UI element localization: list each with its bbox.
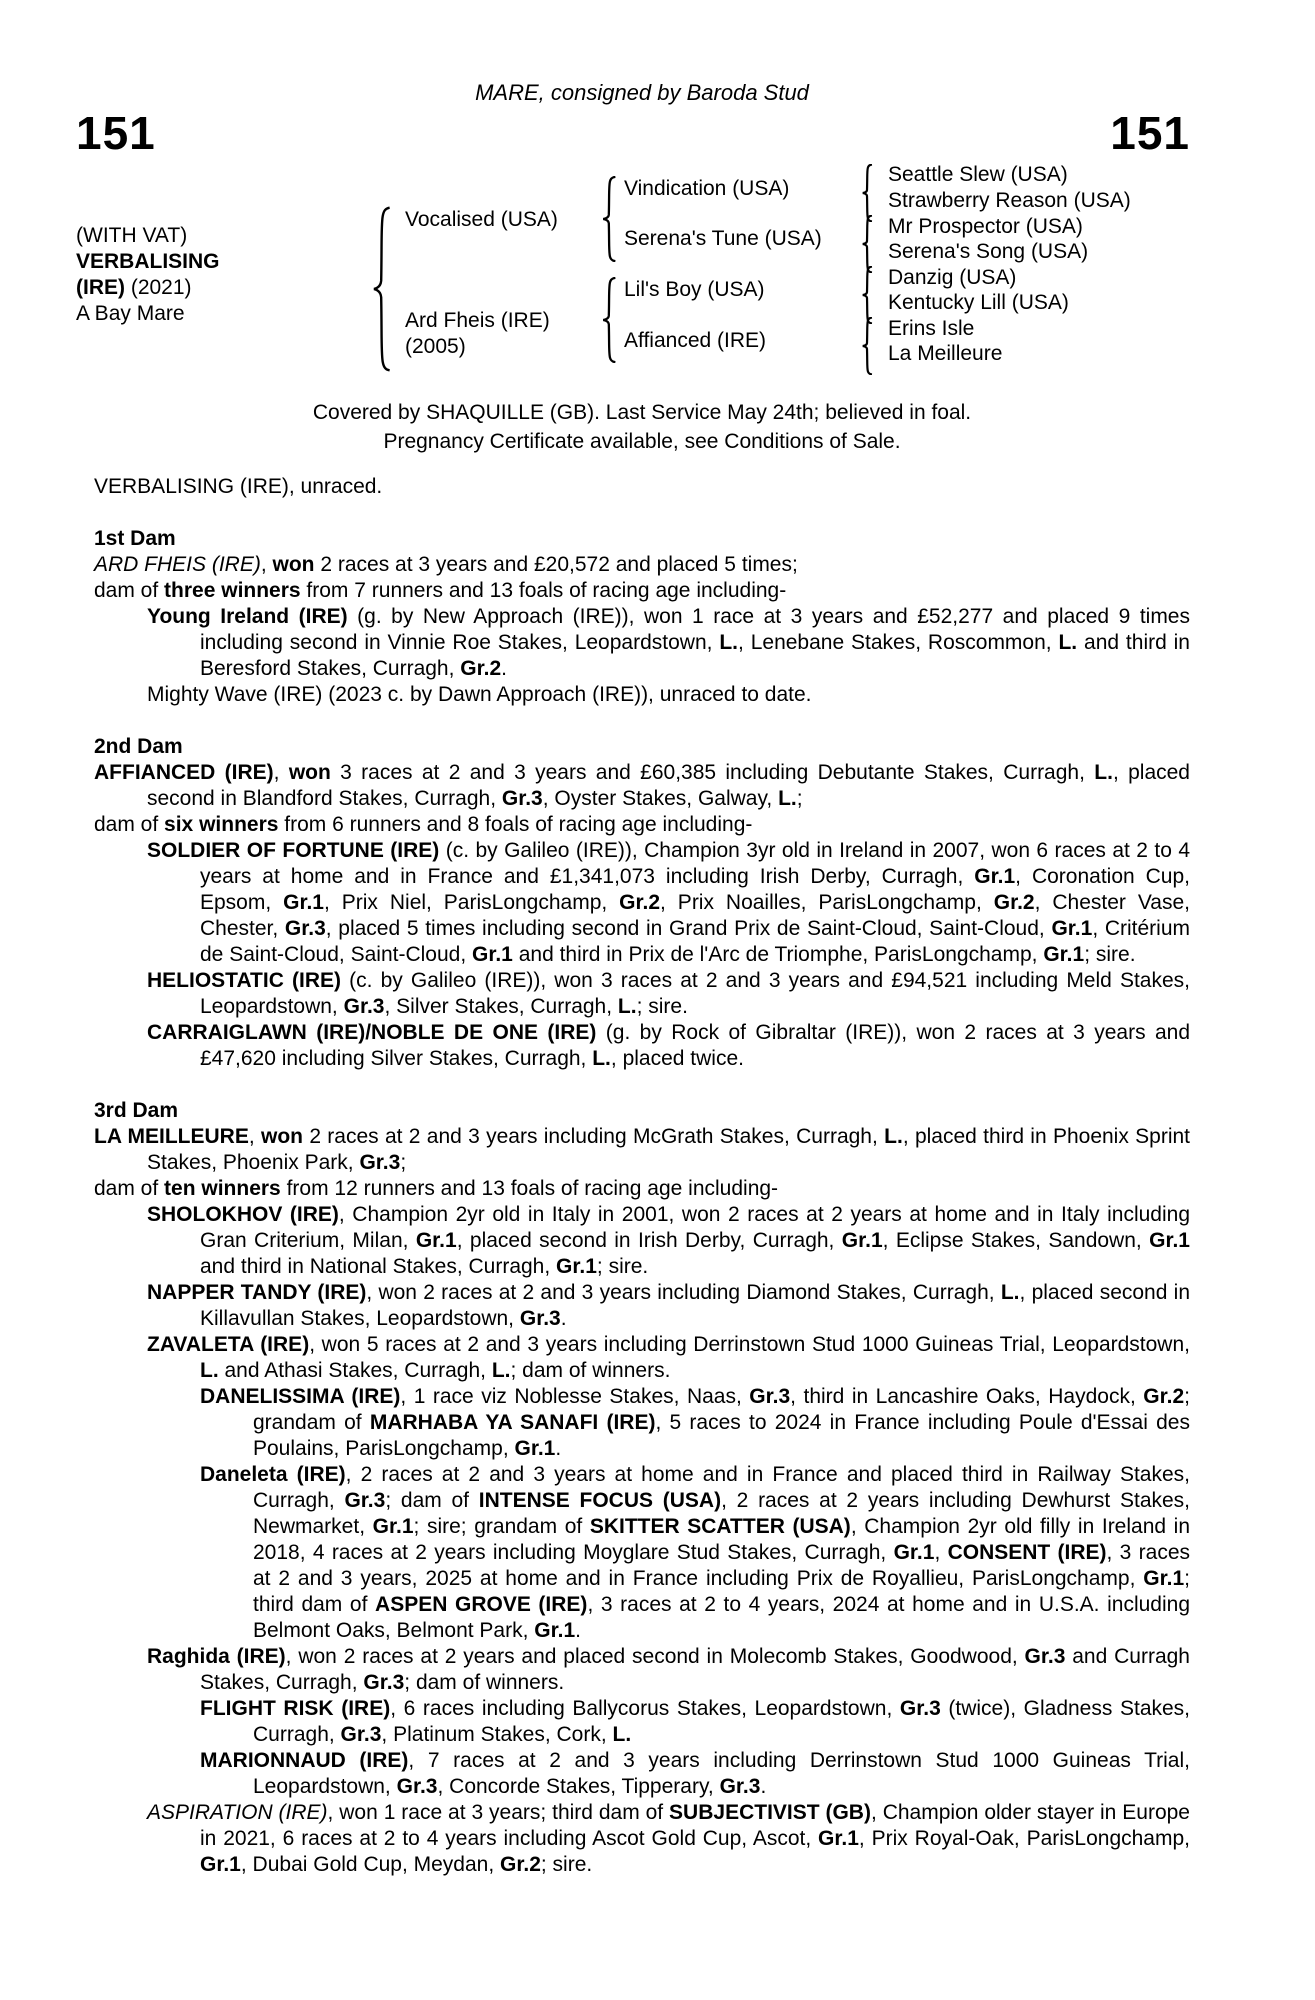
great-grandparent: La Meilleure [888,342,1003,365]
grandsire-2: Lil's Boy (USA) [624,278,765,301]
great-grandparent: Danzig (USA) [888,266,1017,289]
covering-note [94,398,1190,456]
subject-year: (2021) [125,276,192,299]
pedigree-paragraph: FLIGHT RISK (IRE), 6 races including Ballycorus Stakes, Leopardstown, Gr.3 (twice), Gladness Stakes, Curragh, Gr.3, Platinum Stakes, Cork, L. [200,1697,1191,1746]
pedigree-paragraph: ARD FHEIS (IRE), won 2 races at 3 years and £20,572 and placed 5 times; [94,553,798,576]
great-grandparent: Strawberry Reason (USA) [888,189,1131,212]
pedigree-paragraph: MARIONNAUD (IRE), 7 races at 2 and 3 years including Derrinstown Stud 1000 Guineas Trial, Leopardstown, Gr.3, Concorde Stakes, Tipperary, Gr.3. [200,1749,1190,1798]
pedigree-paragraph: Daneleta (IRE), 2 races at 2 and 3 years at home and in France and placed third in Railway Stakes, Curragh, Gr.3; dam of INTENSE FOCUS (USA), 2 races at 2 years including Dewhurst Stakes, Newmarket, Gr.1; sire; grandam of SKITTER SCATTER (USA), Champion 2yr old filly in Ireland in 2018, 4 races at 2 years including Moyglare Stud Stakes, Curragh, Gr.1, CONSENT (IRE), 3 races at 2 and 3 years, 2025 at home and in France including Prix de Royallieu, ParisLongchamp, Gr.1; third dam of ASPEN GROVE (IRE), 3 races at 2 to 4 years, 2024 at home and in U.S.A. including Belmont Oaks, Belmont Park, Gr.1. [200,1463,1191,1642]
great-grandparents-brace [858,215,874,273]
subject-description: A Bay Mare [76,302,185,325]
dam-section [94,734,1190,1072]
pedigree-paragraph: Young Ireland (IRE) (g. by New Approach (IRE)), won 1 race at 3 years and £52,277 and placed 9 times including second in Vinnie Roe Stakes, Leopardstown, L., Lenebane Stakes, Roscommon, L. and third in Beresford Stakes, Curragh, Gr.2. [147,605,1190,680]
pedigree-paragraph: Mighty Wave (IRE) (2023 c. by Dawn Approach (IRE)), unraced to date. [147,683,812,706]
pedigree-paragraph: SOLDIER OF FORTUNE (IRE) (c. by Galileo (IRE)), Champion 3yr old in Ireland in 2007, won 6 races at 2 to 4 years at home and in France and £1,341,073 including Irish Derby, Curragh, Gr.1, Coronation Cup, Epsom, Gr.1, Prix Niel, ParisLongchamp, Gr.2, Prix Noailles, ParisLongchamp, Gr.2, Chester Vase, Chester, Gr.3, placed 5 times including second in Grand Prix de Saint-Cloud, Saint-Cloud, Gr.1, Critérium de Saint-Cloud, Saint-Cloud, Gr.1 and third in Prix de l'Arc de Triomphe, ParisLongchamp, Gr.1; sire. [147,839,1190,966]
subject-horse [76,223,220,327]
great-grandparent: Serena's Song (USA) [888,240,1089,263]
dam-section-heading: 3rd Dam [94,1099,179,1122]
consignor-line: MARE, consigned by Baroda Stud [475,80,809,105]
pedigree-table [0,0,1315,400]
great-grandparents-brace [858,266,874,324]
pedigree-paragraph: Raghida (IRE), won 2 races at 2 years and placed second in Molecomb Stakes, Goodwood, Gr.3 and Curragh Stakes, Curragh, Gr.3; dam of winners. [147,1645,1190,1694]
pedigree-paragraph: AFFIANCED (IRE), won 3 races at 2 and 3 years and £60,385 including Debutante Stakes, Curragh, L., placed second in Blandford Stakes, Curragh, Gr.3, Oyster Stakes, Galway, L.; [94,761,1190,810]
pedigree-paragraph: NAPPER TANDY (IRE), won 2 races at 2 and 3 years including Diamond Stakes, Curragh, L., placed second in Killavullan Stakes, Leopardstown, Gr.3. [147,1281,1190,1330]
pedigree-paragraph: LA MEILLEURE, won 2 races at 2 and 3 years including McGrath Stakes, Curragh, L., placed third in Phoenix Sprint Stakes, Phoenix Park, Gr.3; [94,1125,1191,1174]
dam-section-heading: 2nd Dam [94,735,183,758]
pedigree-paragraph: dam of three winners from 7 runners and 13 foals of racing age including- [94,579,787,602]
pedigree-paragraph: SHOLOKHOV (IRE), Champion 2yr old in Italy in 2001, won 2 races at 2 years at home and in Italy including Gran Criterium, Milan, Gr.1, placed second in Irish Derby, Curragh, Gr.1, Eclipse Stakes, Sandown, Gr.1 and third in National Stakes, Curragh, Gr.1; sire. [147,1203,1191,1278]
great-grandparent: Seattle Slew (USA) [888,163,1068,186]
pedigree-brace [366,206,393,372]
pedigree-paragraph: ZAVALETA (IRE), won 5 races at 2 and 3 years including Derrinstown Stud 1000 Guineas Trial, Leopardstown, L. and Athasi Stakes, Curragh, L.; dam of winners. [147,1333,1190,1382]
vat-note: (WITH VAT) [76,224,188,247]
dam-section [94,526,1190,708]
pedigree-paragraph: CARRAIGLAWN (IRE)/NOBLE DE ONE (IRE) (g. by Rock of Gibraltar (IRE)), won 2 races at 3 years and £47,620 including Silver Stakes, Curragh, L., placed twice. [147,1021,1191,1070]
dam-section [94,1098,1190,1878]
great-grandparent: Kentucky Lill (USA) [888,291,1069,314]
dam-name: Ard Fheis (IRE) (2005) [405,309,550,358]
grandsire-1: Vindication (USA) [624,177,790,200]
dam-section-heading: 1st Dam [94,527,176,550]
granddam-1: Serena's Tune (USA) [624,227,822,250]
lot-number-right: 151 [1110,107,1190,159]
dam-brace [597,277,618,363]
great-grandparents-brace [858,317,874,375]
granddam-2: Affianced (IRE) [624,329,767,352]
lot-number-left: 151 [76,107,156,159]
race-record: VERBALISING (IRE), unraced. [94,475,383,498]
subject-suffix: (IRE) [76,276,125,299]
pedigree-paragraph: ASPIRATION (IRE), won 1 race at 3 years; third dam of SUBJECTIVIST (GB), Champion older stayer in Europe in 2021, 6 races at 2 to 4 years including Ascot Gold Cup, Ascot, Gr.1, Prix Royal-Oak, ParisLongchamp, Gr.1, Dubai Gold Cup, Meydan, Gr.2; sire. [147,1801,1190,1876]
covering-line-1: Covered by SHAQUILLE (GB). Last Service May 24th; believed in foal. [312,401,972,424]
pedigree-paragraph: HELIOSTATIC (IRE) (c. by Galileo (IRE)), won 3 races at 2 and 3 years and £94,521 including Meld Stakes, Leopardstown, Gr.3, Silver Stakes, Curragh, L.; sire. [147,969,1190,1018]
dam-sections [94,526,1190,1878]
great-grandparents-brace [858,164,874,222]
great-grandparent: Mr Prospector (USA) [888,215,1083,238]
great-grandparent: Erins Isle [888,317,975,340]
sire-name: Vocalised (USA) [405,208,558,231]
pedigree-paragraph: dam of ten winners from 12 runners and 13 foals of racing age including- [94,1177,779,1200]
pedigree-paragraph: DANELISSIMA (IRE), 1 race viz Noblesse Stakes, Naas, Gr.3, third in Lancashire Oaks, Haydock, Gr.2; grandam of MARHABA YA SANAFI (IRE), 5 races to 2024 in France including Poule d'Essai des Poulains, ParisLongchamp, Gr.1. [200,1385,1190,1460]
covering-line-2: Pregnancy Certificate available, see Conditions of Sale. [383,430,901,453]
pedigree-text [94,474,1190,1878]
pedigree-paragraph: dam of six winners from 6 runners and 8 foals of racing age including- [94,813,753,836]
sire-brace [597,176,618,262]
subject-name: VERBALISING [76,250,220,273]
dam-year: (2005) [405,335,466,358]
